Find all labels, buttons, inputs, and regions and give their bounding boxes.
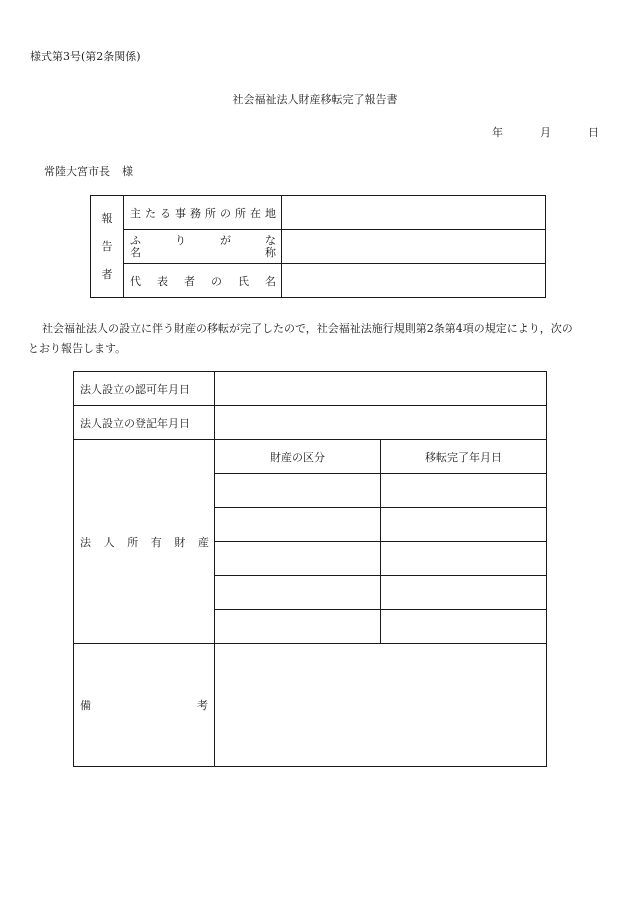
label-char: 表 (157, 274, 168, 288)
furigana-label (130, 235, 276, 247)
property-category-cell[interactable] (215, 508, 381, 542)
label-char: 主 (130, 206, 141, 220)
label-char: 名 (265, 274, 276, 288)
reporter-table (90, 195, 546, 298)
label-char: 地 (265, 206, 276, 220)
label-char: 事 (175, 206, 186, 220)
transfer-completion-date-header: 移転完了年月日 (381, 440, 547, 474)
label-char: 務 (190, 206, 201, 220)
label-char: 代 (130, 274, 141, 288)
statement-line-1: 社会福祉法人の設立に伴う財産の移転が完了したので，社会福祉法施行規則第2条第4項の規定により，次の (42, 322, 573, 335)
label-char: 名 (130, 245, 141, 259)
completion-date-cell[interactable] (381, 508, 547, 542)
label-char: る (160, 206, 171, 220)
approval-date-label: 法人設立の認可年月日 (74, 372, 215, 406)
date-month-label: 月 (540, 126, 551, 139)
statement-line-2: とおり報告します。 (28, 342, 127, 355)
property-transfer-table (73, 371, 547, 767)
property-category-cell[interactable] (215, 474, 381, 508)
label-char: 所 (235, 206, 246, 220)
report-statement (28, 319, 606, 359)
property-label (74, 440, 215, 644)
addressee (44, 163, 133, 179)
corporation-name-field[interactable] (282, 230, 546, 264)
date-year-label: 年 (492, 126, 503, 139)
label-char: の (220, 206, 231, 220)
label-char: 者 (184, 274, 195, 288)
label-char: 備 (80, 699, 91, 712)
label-char: 氏 (238, 274, 249, 288)
property-category-cell[interactable] (215, 610, 381, 644)
label-char: 所 (127, 535, 139, 549)
name-label (130, 247, 276, 259)
label-char: り (175, 233, 186, 247)
representative-name-label (124, 264, 282, 298)
label-char: の (211, 274, 222, 288)
label-char: 所 (205, 206, 216, 220)
label-char: 有 (150, 535, 162, 549)
form-number: 様式第3号(第2条関係) (30, 50, 141, 63)
label-char: が (220, 233, 231, 247)
completion-date-cell[interactable] (381, 474, 547, 508)
label-char: た (145, 206, 156, 220)
property-category-cell[interactable] (215, 542, 381, 576)
addressee-name: 常陸大宮市長 (44, 165, 110, 178)
label-char: 財 (174, 535, 186, 549)
representative-name-field[interactable] (282, 264, 546, 298)
property-category-header: 財産の区分 (215, 440, 381, 474)
approval-date-field[interactable] (215, 372, 547, 406)
remarks-label (74, 644, 215, 767)
label-char: 在 (250, 206, 261, 220)
label-char: な (265, 233, 276, 247)
document-title: 社会福祉法人財産移転完了報告書 (232, 93, 398, 106)
label-char: 考 (197, 699, 208, 712)
completion-date-cell[interactable] (381, 576, 547, 610)
registration-date-label: 法人設立の登記年月日 (74, 406, 215, 440)
reporter-side-label: 報 告 者 (91, 196, 124, 298)
label-char: 産 (197, 535, 209, 549)
honorific: 様 (122, 165, 133, 178)
label-char: 人 (103, 535, 115, 549)
completion-date-cell[interactable] (381, 542, 547, 576)
remarks-field[interactable] (215, 644, 547, 767)
date-day-label: 日 (588, 126, 599, 139)
date-line (492, 124, 599, 140)
corporation-name-label (124, 230, 282, 264)
registration-date-field[interactable] (215, 406, 547, 440)
property-category-cell[interactable] (215, 576, 381, 610)
label-char: ふ (130, 233, 141, 247)
office-address-field[interactable] (282, 196, 546, 230)
label-char: 法 (80, 535, 91, 549)
office-address-label (124, 196, 282, 230)
label-char: 称 (265, 245, 276, 259)
completion-date-cell[interactable] (381, 610, 547, 644)
